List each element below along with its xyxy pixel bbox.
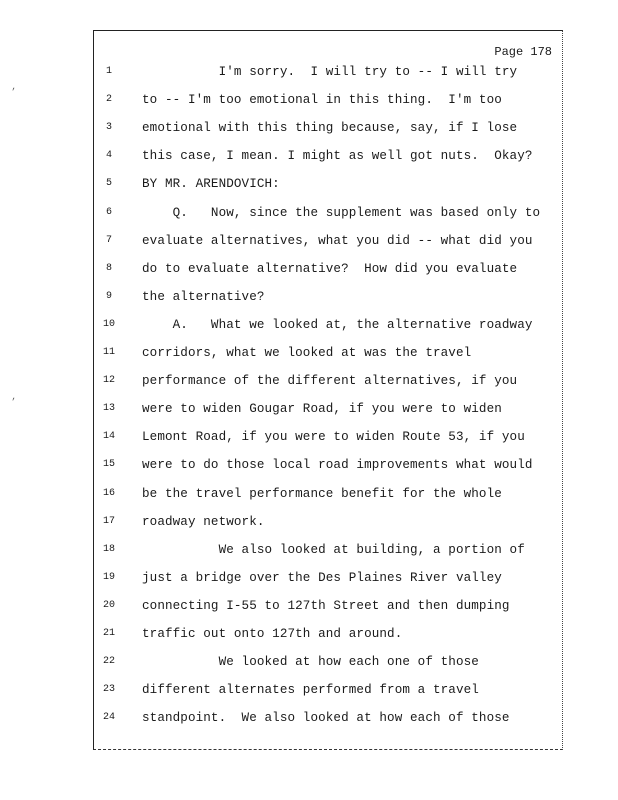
transcript-line: roadway network. — [142, 514, 265, 529]
transcript-line: corridors, what we looked at was the travel — [142, 346, 472, 360]
line-number: 13 — [102, 403, 115, 415]
transcript-line: standpoint. We also looked at how each of those — [142, 711, 510, 726]
transcript-line: this case, I mean. I might as well got nuts. Okay? — [142, 149, 533, 164]
transcript-line: Q. Now, since the supplement was based only to — [142, 205, 541, 220]
line-number: 15 — [102, 459, 115, 471]
line-number: 20 — [102, 599, 115, 611]
transcript-line: to -- I'm too emotional in this thing. I'm too — [142, 93, 502, 108]
transcript-line: just a bridge over the Des Plaines River valley — [142, 570, 502, 585]
line-number: 7 — [105, 234, 112, 246]
page-number: Page 178 — [494, 45, 552, 59]
line-number: 5 — [105, 178, 112, 190]
transcript-line: emotional with this thing because, say, if I lose — [142, 121, 518, 136]
line-number: 23 — [102, 684, 115, 696]
transcript-line: were to widen Gougar Road, if you were to widen — [142, 402, 502, 417]
line-number: 14 — [102, 431, 115, 443]
line-number: 6 — [105, 206, 112, 218]
line-number: 1 — [105, 66, 112, 77]
line-number: 21 — [102, 628, 115, 639]
line-number: 24 — [102, 712, 115, 724]
transcript-line: performance of the different alternatives, if you — [142, 374, 518, 389]
transcript-line: be the travel performance benefit for the whole — [142, 486, 502, 501]
transcript-line: do to evaluate alternative? How did you evaluate — [142, 261, 518, 276]
line-number: 8 — [105, 262, 112, 274]
transcript-line: BY MR. ARENDOVICH: — [142, 177, 280, 192]
transcript-page — [93, 30, 563, 750]
margin-mark: ‚ — [11, 82, 17, 92]
transcript-line: different alternates performed from a travel — [142, 683, 479, 698]
transcript-line: We also looked at building, a portion of — [142, 542, 525, 557]
transcript-line: We looked at how each one of those — [142, 655, 479, 670]
transcript-line: the alternative? — [142, 289, 265, 304]
line-number: 9 — [105, 290, 112, 302]
line-number: 4 — [105, 150, 112, 162]
transcript-line: evaluate alternatives, what you did -- what did you — [142, 233, 533, 248]
line-number: 16 — [102, 487, 115, 499]
transcript-line: A. What we looked at, the alternative roadway — [142, 317, 533, 332]
line-number: 11 — [102, 347, 115, 358]
line-number: 12 — [102, 375, 115, 387]
line-number: 2 — [105, 94, 112, 106]
line-number: 19 — [102, 571, 115, 583]
line-number: 18 — [102, 543, 115, 555]
line-number: 10 — [102, 318, 115, 330]
transcript-line: were to do those local road improvements what would — [142, 458, 533, 473]
transcript-line: I'm sorry. I will try to -- I will try — [142, 65, 518, 79]
line-number: 17 — [102, 515, 115, 527]
margin-mark: ‚ — [11, 392, 17, 402]
line-number: 3 — [105, 122, 112, 134]
transcript-line: Lemont Road, if you were to widen Route 53, if you — [142, 430, 525, 445]
transcript-line: connecting I-55 to 127th Street and then dumping — [142, 598, 510, 613]
transcript-line: traffic out onto 127th and around. — [142, 627, 403, 641]
line-number: 22 — [102, 656, 115, 668]
